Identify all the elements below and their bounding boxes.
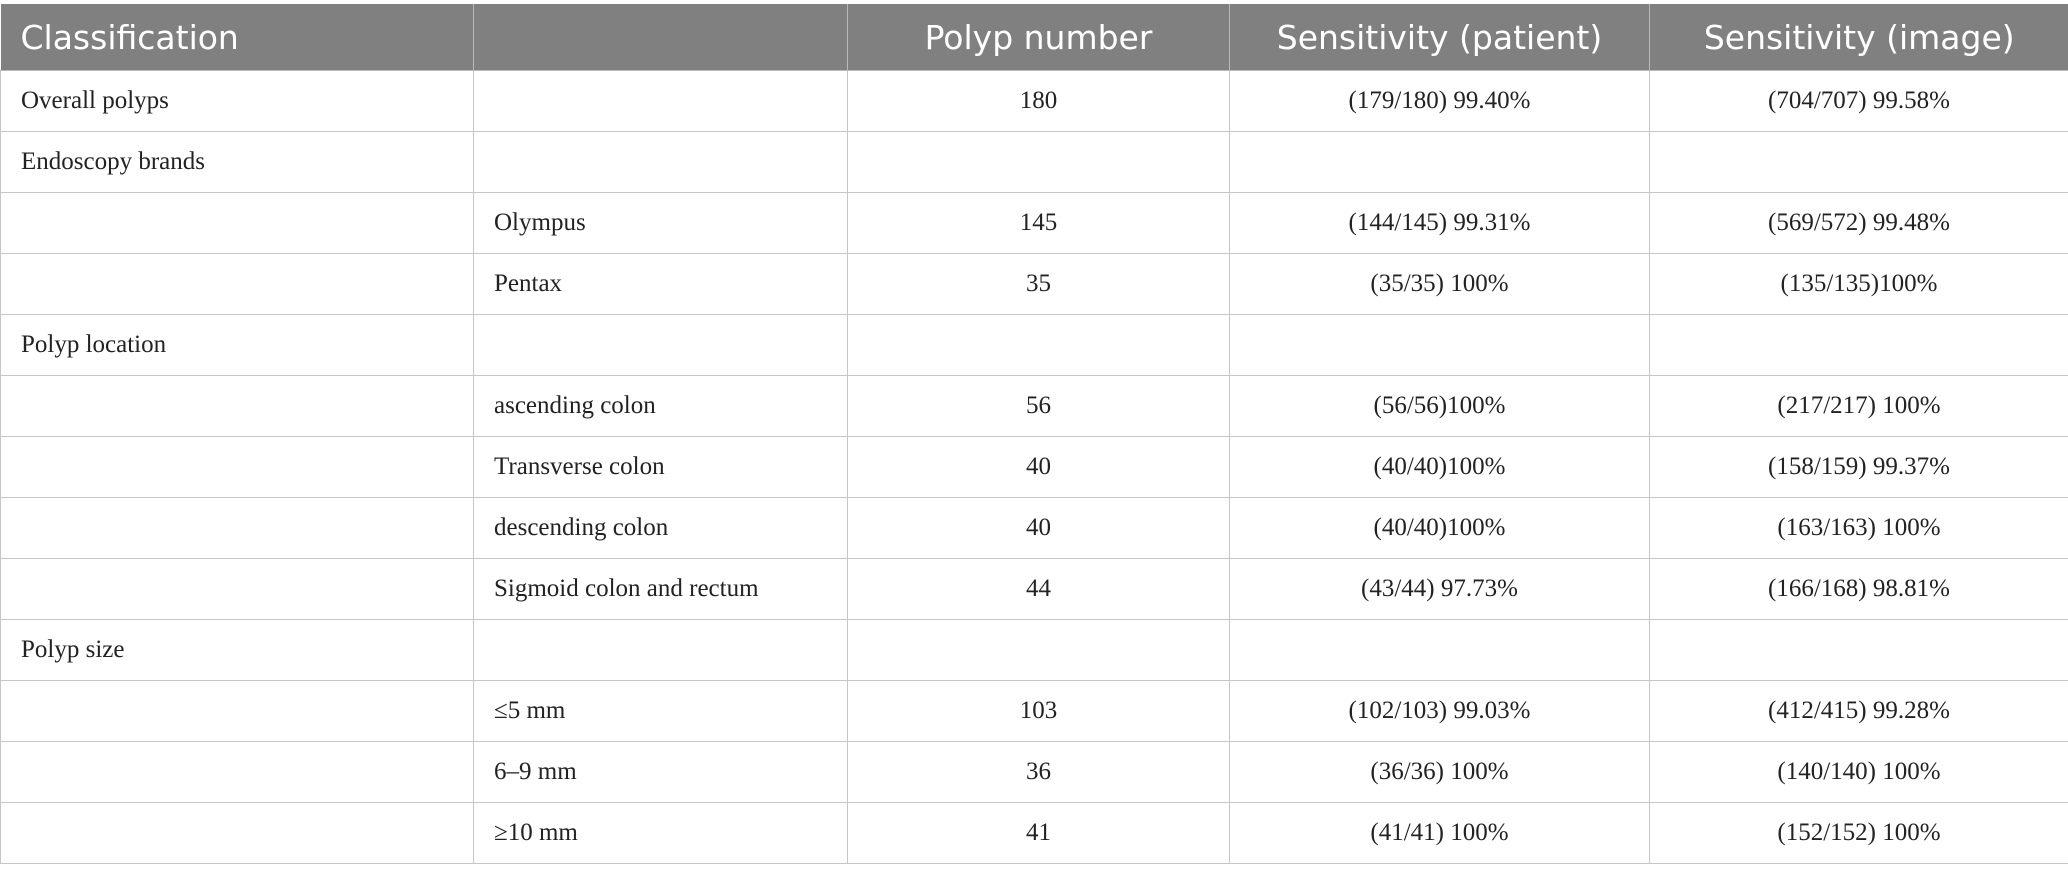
cell-sensitivity-image: (166/168) 98.81% — [1650, 559, 2068, 620]
cell-classification — [1, 498, 474, 559]
table-row — [1, 315, 2068, 376]
cell-polyp-number: 36 — [848, 742, 1230, 803]
cell-subcategory — [474, 132, 848, 193]
cell-sensitivity-patient: (102/103) 99.03% — [1230, 681, 1650, 742]
cell-polyp-number: 40 — [848, 437, 1230, 498]
cell-sensitivity-image: (704/707) 99.58% — [1650, 71, 2068, 132]
cell-sensitivity-patient: (40/40)100% — [1230, 498, 1650, 559]
cell-polyp-number: 103 — [848, 681, 1230, 742]
header-row — [1, 4, 2068, 71]
header-classification: Classification — [1, 4, 474, 71]
cell-polyp-number: 56 — [848, 376, 1230, 437]
cell-sensitivity-image — [1650, 132, 2068, 193]
cell-subcategory: Transverse colon — [474, 437, 848, 498]
header-sensitivity-patient: Sensitivity (patient) — [1230, 4, 1650, 71]
cell-subcategory: Pentax — [474, 254, 848, 315]
table-row — [1, 71, 2068, 132]
cell-sensitivity-image: (152/152) 100% — [1650, 803, 2068, 864]
cell-sensitivity-patient: (35/35) 100% — [1230, 254, 1650, 315]
table-row — [1, 193, 2068, 254]
cell-sensitivity-patient: (43/44) 97.73% — [1230, 559, 1650, 620]
table-body — [1, 71, 2068, 864]
cell-sensitivity-patient: (144/145) 99.31% — [1230, 193, 1650, 254]
cell-classification: Polyp location — [1, 315, 474, 376]
cell-polyp-number — [848, 620, 1230, 681]
cell-sensitivity-image: (217/217) 100% — [1650, 376, 2068, 437]
table-row — [1, 742, 2068, 803]
header-subcategory — [474, 4, 848, 71]
cell-subcategory: descending colon — [474, 498, 848, 559]
cell-sensitivity-image: (158/159) 99.37% — [1650, 437, 2068, 498]
cell-classification — [1, 254, 474, 315]
cell-subcategory: ascending colon — [474, 376, 848, 437]
cell-sensitivity-patient: (56/56)100% — [1230, 376, 1650, 437]
cell-classification — [1, 681, 474, 742]
cell-classification — [1, 193, 474, 254]
header-polyp-number: Polyp number — [848, 4, 1230, 71]
cell-polyp-number: 145 — [848, 193, 1230, 254]
polyp-sensitivity-table — [0, 4, 2068, 864]
cell-sensitivity-image: (412/415) 99.28% — [1650, 681, 2068, 742]
cell-subcategory — [474, 620, 848, 681]
cell-subcategory — [474, 71, 848, 132]
cell-polyp-number: 180 — [848, 71, 1230, 132]
cell-sensitivity-patient: (36/36) 100% — [1230, 742, 1650, 803]
table-row — [1, 254, 2068, 315]
table-row — [1, 620, 2068, 681]
cell-sensitivity-patient: (179/180) 99.40% — [1230, 71, 1650, 132]
cell-sensitivity-patient — [1230, 315, 1650, 376]
cell-classification — [1, 437, 474, 498]
cell-classification — [1, 559, 474, 620]
cell-subcategory: Olympus — [474, 193, 848, 254]
cell-sensitivity-image: (135/135)100% — [1650, 254, 2068, 315]
header-sensitivity-image: Sensitivity (image) — [1650, 4, 2068, 71]
cell-sensitivity-patient — [1230, 620, 1650, 681]
cell-classification: Overall polyps — [1, 71, 474, 132]
table-row — [1, 803, 2068, 864]
cell-classification — [1, 742, 474, 803]
cell-sensitivity-patient: (40/40)100% — [1230, 437, 1650, 498]
cell-sensitivity-patient: (41/41) 100% — [1230, 803, 1650, 864]
cell-subcategory: Sigmoid colon and rectum — [474, 559, 848, 620]
cell-classification: Polyp size — [1, 620, 474, 681]
cell-sensitivity-image: (163/163) 100% — [1650, 498, 2068, 559]
cell-polyp-number: 40 — [848, 498, 1230, 559]
table-row — [1, 498, 2068, 559]
cell-subcategory: ≤5 mm — [474, 681, 848, 742]
table-row — [1, 437, 2068, 498]
cell-subcategory: ≥10 mm — [474, 803, 848, 864]
results-table-container — [0, 4, 2068, 864]
cell-subcategory: 6–9 mm — [474, 742, 848, 803]
cell-sensitivity-image — [1650, 620, 2068, 681]
cell-classification — [1, 803, 474, 864]
cell-sensitivity-image: (140/140) 100% — [1650, 742, 2068, 803]
cell-sensitivity-image — [1650, 315, 2068, 376]
cell-subcategory — [474, 315, 848, 376]
cell-sensitivity-image: (569/572) 99.48% — [1650, 193, 2068, 254]
table-row — [1, 376, 2068, 437]
cell-sensitivity-patient — [1230, 132, 1650, 193]
cell-polyp-number — [848, 132, 1230, 193]
cell-polyp-number — [848, 315, 1230, 376]
cell-classification — [1, 376, 474, 437]
cell-polyp-number: 41 — [848, 803, 1230, 864]
table-row — [1, 132, 2068, 193]
cell-polyp-number: 44 — [848, 559, 1230, 620]
table-row — [1, 681, 2068, 742]
cell-polyp-number: 35 — [848, 254, 1230, 315]
table-row — [1, 559, 2068, 620]
cell-classification: Endoscopy brands — [1, 132, 474, 193]
